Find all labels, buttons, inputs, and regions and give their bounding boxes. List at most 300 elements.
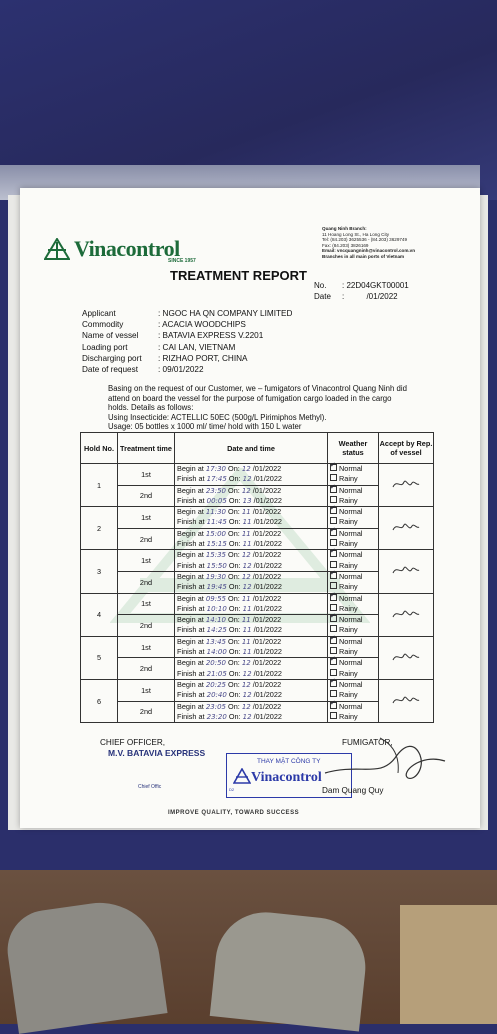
field-row [82,308,292,319]
branch-line: Branches in all main ports of Vietnam [322,253,405,259]
begin-time: 17:30 [205,465,226,473]
finish-day: 12 [242,669,252,678]
finish-day: 12 [242,712,252,721]
month-year: /01/2022 [253,560,282,570]
checkbox-icon [330,615,337,622]
begin-label: Begin at [177,701,204,711]
treatment-time: 1st [118,593,175,615]
rainy-label: Rainy [339,539,358,549]
weather-normal [328,550,378,560]
stamp-title: THAY MẶT CÔNG TY [257,758,321,765]
normal-label: Normal [339,701,363,711]
field-value: : CAI LAN, VIETNAM [158,342,236,352]
checkbox-icon [330,474,337,481]
begin-label: Begin at [177,679,204,689]
table-row [81,464,434,486]
field-label: Name of vessel [82,331,139,341]
checkbox-icon [330,637,337,644]
date-time-cell [175,571,328,593]
rainy-label: Rainy [339,711,358,721]
month-year: /01/2022 [253,711,282,721]
date-time-cell [175,701,328,723]
finish-label: Finish at [177,539,205,549]
stamp-code: D2 [229,787,235,792]
table-row [81,507,434,529]
finish-time: 17:45 [206,475,227,484]
finish-day: 11 [242,604,252,613]
on-label: On: [228,647,241,657]
finish-line [175,690,327,700]
finish-time: 23:20 [206,712,227,721]
header-hold-no: Hold No. [81,433,118,464]
begin-time: 23:50 [205,486,226,495]
hold-number: 3 [81,550,118,593]
finish-label: Finish at [177,603,205,613]
checkbox-icon [330,582,337,589]
finish-time: 19:45 [206,583,227,592]
finish-label: Finish at [177,668,205,678]
finish-label: Finish at [177,625,205,635]
finish-label: Finish at [177,647,205,657]
signature-icon [391,607,421,621]
normal-label: Normal [339,593,363,603]
begin-label: Begin at [177,507,204,517]
header-accept: Accept by Rep. of vessel [379,433,434,464]
vessel-signature-cell [379,464,434,507]
begin-label: Begin at [177,571,204,581]
date-time-cell [175,636,328,658]
month-year: /01/2022 [253,603,282,613]
month-year: /01/2022 [252,528,282,538]
signature-icon [391,650,421,664]
begin-label: Begin at [177,528,204,538]
begin-label: Begin at [177,593,204,603]
begin-line [175,702,327,712]
on-label: On: [228,507,240,517]
finish-day: 11 [242,540,252,549]
weather-normal [328,658,378,668]
field-value: : BATAVIA EXPRESS V.2201 [158,331,264,341]
begin-time: 13:45 [205,637,226,646]
finish-day: 13 [242,496,252,505]
vessel-stamp: M.V. BATAVIA EXPRESS [108,748,206,758]
hold-number: 5 [81,636,118,679]
hold-number: 1 [81,464,118,507]
finish-time: 11:45 [206,518,227,527]
finish-line [175,496,327,506]
weather-normal [328,637,378,647]
field-label: Loading port [82,342,128,352]
rainy-label: Rainy [339,495,358,505]
field-row [82,342,292,353]
field-label: Commodity [82,320,124,330]
checkbox-icon [330,507,337,514]
finish-label: Finish at [177,582,205,592]
on-label: On: [228,582,241,592]
date-label: Date [314,292,331,301]
logo-since: SINCE 1957 [168,258,196,264]
begin-line [175,529,327,539]
checkbox-icon [330,464,337,471]
begin-day: 12 [241,680,251,689]
header-treatment-time: Treatment time [118,433,175,464]
on-label: On: [228,636,240,646]
begin-label: Begin at [177,550,204,560]
begin-line [175,486,327,496]
finish-time: 14:00 [206,648,227,657]
finish-day: 11 [242,518,252,527]
date-time-cell [175,550,328,572]
begin-line [175,615,327,625]
month-year: /01/2022 [253,582,282,592]
month-year: /01/2022 [252,485,282,495]
finish-line [175,539,327,549]
field-label: Discharging port [82,353,142,363]
normal-label: Normal [339,464,363,473]
month-year: /01/2022 [252,636,282,646]
finish-label: Finish at [177,560,205,570]
on-label: On: [228,690,241,700]
begin-label: Begin at [177,636,204,646]
checkbox-icon [330,669,337,676]
begin-day: 12 [241,659,251,668]
fumigator-label: FUMIGATOR, [342,738,393,747]
on-label: On: [228,603,241,613]
date-time-cell [175,615,328,637]
field-row [82,353,292,364]
begin-day: 12 [241,465,251,473]
on-label: On: [228,571,240,581]
hold-number: 2 [81,507,118,550]
treatment-report-document [20,188,480,828]
begin-line [175,658,327,668]
finish-time: 14:25 [206,626,227,635]
on-label: On: [228,517,241,527]
rainy-label: Rainy [339,582,358,592]
floor-board [400,905,497,1024]
begin-line [175,507,327,517]
field-row [82,364,292,375]
finish-time: 15:50 [206,561,227,570]
begin-day: 12 [241,551,251,560]
date-time-cell [175,464,328,486]
branch-line: Email: vncquangninh@vinacontrol.com.vn [322,248,416,254]
hold-number: 6 [81,679,118,722]
begin-time: 14:10 [205,616,226,625]
signature-icon [391,477,421,491]
begin-line [175,680,327,690]
month-year: /01/2022 [253,517,282,527]
checkbox-icon [330,517,337,524]
begin-time: 20:25 [205,680,226,689]
weather-normal [328,615,378,625]
checkbox-icon [330,572,337,579]
finish-day: 12 [242,691,252,700]
treatment-time: 2nd [118,528,175,550]
finish-time: 21:05 [206,669,227,678]
checkbox-icon [330,658,337,665]
date-time-cell [175,679,328,701]
checkbox-icon [330,604,337,611]
checkbox-icon [330,529,337,536]
field-value: : RIZHAO PORT, CHINA [158,353,248,363]
on-label: On: [228,539,241,549]
no-label: No. [314,281,327,290]
normal-label: Normal [339,528,363,538]
treatment-time: 2nd [118,485,175,507]
checkbox-icon [330,625,337,632]
treatment-time: 2nd [118,615,175,637]
checkbox-icon [330,680,337,687]
date-time-cell [175,528,328,550]
treatment-table [80,432,434,723]
month-year: /01/2022 [253,625,282,635]
on-label: On: [228,495,241,505]
checkbox-icon [330,690,337,697]
begin-time: 20:50 [205,659,226,668]
checkbox-icon [330,647,337,654]
on-label: On: [228,625,241,635]
treatment-time: 1st [118,679,175,701]
field-value: : 09/01/2022 [158,365,204,375]
finish-time: 00:05 [206,496,227,505]
date-time-cell [175,507,328,529]
vinacontrol-logo [44,236,180,262]
weather-rainy [328,712,378,722]
chief-officer-label: CHIEF OFFICER, [100,738,166,747]
signature-icon [391,563,421,577]
checkbox-icon [330,561,337,568]
date-value: : /01/2022 [342,292,398,301]
no-value: : 22D04GKT00001 [342,281,409,290]
finish-line [175,625,327,635]
table-row [81,550,434,572]
finish-day: 11 [242,626,252,635]
month-year: /01/2022 [252,571,282,581]
begin-line [175,550,327,560]
on-label: On: [228,528,240,538]
rainy-label: Rainy [339,690,358,700]
month-year: /01/2022 [252,550,282,560]
checkbox-icon [330,539,337,546]
stamp-scales-icon [233,768,251,784]
field-row [82,330,292,341]
vessel-signature-cell [379,593,434,636]
weather-normal [328,680,378,690]
finish-label: Finish at [177,517,205,527]
begin-line [175,572,327,582]
date-time-cell [175,658,328,680]
rainy-label: Rainy [339,603,358,613]
signature-icon [391,520,421,534]
finish-line [175,474,327,484]
begin-day: 11 [241,637,251,646]
company-motto: IMPROVE QUALITY, TOWARD SUCCESS [168,810,300,816]
month-year: /01/2022 [253,647,282,657]
weather-normal [328,529,378,539]
begin-label: Begin at [177,485,204,495]
finish-line [175,517,327,527]
insecticide-line: Using Insecticide: ACTELLIC 50EC (500g/L Pirimiphos Methyl). [108,412,327,422]
begin-day: 11 [241,616,251,625]
field-row [82,319,292,330]
signature-icon [391,693,421,707]
finish-label: Finish at [177,690,205,700]
normal-label: Normal [339,615,363,625]
on-label: On: [228,560,241,570]
month-year: /01/2022 [252,593,282,603]
treatment-time: 1st [118,507,175,529]
checkbox-icon [330,594,337,601]
finish-line [175,712,327,722]
finish-line [175,561,327,571]
month-year: /01/2022 [253,539,282,549]
begin-time: 19:30 [205,572,226,581]
on-label: On: [228,550,240,560]
header-date-time: Date and time [175,433,328,464]
date-time-cell [175,593,328,615]
report-number-block [314,280,409,302]
finish-day: 11 [242,648,252,657]
finish-line [175,582,327,592]
begin-day: 12 [241,486,251,495]
finish-line [175,604,327,614]
usage-line: Usage: 05 bottles x 1000 ml/ time/ hold with 150 L water [108,422,302,432]
begin-label: Begin at [177,615,204,625]
checkbox-icon [330,712,337,719]
fumigator-signature [320,733,450,788]
on-label: On: [228,464,240,473]
vessel-signature-cell [379,636,434,679]
branch-line: 11 Hoang Long St., Ha Long City [322,231,390,237]
field-label: Date of request [82,365,138,375]
month-year: /01/2022 [253,690,282,700]
finish-day: 12 [242,561,252,570]
treatment-time: 2nd [118,658,175,680]
begin-time: 23:05 [205,702,226,711]
finish-time: 20:40 [206,691,227,700]
begin-line [175,594,327,604]
normal-label: Normal [339,550,363,560]
checkbox-icon [330,702,337,709]
fumigator-name: Dam Quang Quy [322,786,384,795]
begin-time: 15:00 [205,529,226,538]
weather-normal [328,486,378,496]
finish-label: Finish at [177,495,205,505]
table-row [81,636,434,658]
vessel-signature-cell [379,507,434,550]
normal-label: Normal [339,679,363,689]
normal-label: Normal [339,571,363,581]
begin-label: Begin at [177,658,204,668]
on-label: On: [228,658,240,668]
month-year: /01/2022 [253,668,282,678]
weather-cell [328,701,379,723]
checkbox-icon [330,496,337,503]
scales-logo-icon [44,238,70,260]
month-year: /01/2022 [252,507,282,517]
normal-label: Normal [339,485,363,495]
month-year: /01/2022 [252,464,282,473]
begin-time: 09:55 [205,594,226,603]
table-row [81,593,434,615]
begin-line [175,464,327,474]
begin-line [175,637,327,647]
branch-line: Tel: (84.203) 3625536 - (84.203) 3629749 [322,237,408,243]
month-year: /01/2022 [252,679,282,689]
branch-title: Quang Ninh Branch: [322,226,367,231]
finish-line [175,669,327,679]
request-fields [82,308,292,375]
begin-day: 12 [241,572,251,581]
month-year: /01/2022 [253,495,282,505]
rainy-label: Rainy [339,560,358,570]
field-value: : NGOC HA QN COMPANY LIMITED [158,309,293,318]
begin-label: Begin at [177,464,204,473]
table-row [81,679,434,701]
rainy-label: Rainy [339,668,358,678]
begin-day: 12 [241,702,251,711]
normal-label: Normal [339,507,363,517]
finish-time: 10:10 [206,604,227,613]
begin-time: 15:35 [205,551,226,560]
finish-label: Finish at [177,711,205,721]
normal-label: Normal [339,658,363,668]
checkbox-icon [330,486,337,493]
on-label: On: [228,679,240,689]
treatment-time: 1st [118,464,175,486]
intro-paragraph: Basing on the request of our Customer, we – fumigators of Vinacontrol Quang Ninh did attend on board the vessel for the purpose of fumigation cargo loaded in the cargo holds. Details as follows: [108,384,407,413]
on-label: On: [228,668,241,678]
begin-day: 11 [241,508,251,517]
vessel-signature-cell [379,679,434,722]
date-time-cell [175,485,328,507]
rainy-label: Rainy [339,647,358,657]
weather-normal [328,464,378,474]
treatment-time: 2nd [118,701,175,723]
field-value: : ACACIA WOODCHIPS [158,320,246,330]
finish-label: Finish at [177,474,205,484]
month-year: /01/2022 [252,701,282,711]
treatment-time: 2nd [118,571,175,593]
rainy-label: Rainy [339,517,358,527]
begin-time: 11:30 [205,508,226,517]
begin-day: 11 [241,594,251,603]
finish-day: 12 [242,475,252,484]
on-label: On: [228,593,240,603]
checkbox-icon [330,550,337,557]
rainy-label: Rainy [339,625,358,635]
treatment-time: 1st [118,550,175,572]
rainy-label: Rainy [339,474,358,484]
stamp-name: Vinacontrol [251,770,322,785]
finish-day: 12 [242,583,252,592]
on-label: On: [228,701,240,711]
finish-line [175,647,327,657]
header-weather: Weather status [328,433,379,464]
weather-normal [328,594,378,604]
on-label: On: [228,615,240,625]
intro-text [82,384,412,432]
hold-number: 4 [81,593,118,636]
vessel-signature-cell [379,550,434,593]
normal-label: Normal [339,636,363,646]
report-title: TREATMENT REPORT [170,268,307,283]
on-label: On: [228,485,240,495]
branch-address [322,226,472,260]
month-year: /01/2022 [253,474,282,484]
chief-officer-caption: Chief Offic [138,784,162,790]
